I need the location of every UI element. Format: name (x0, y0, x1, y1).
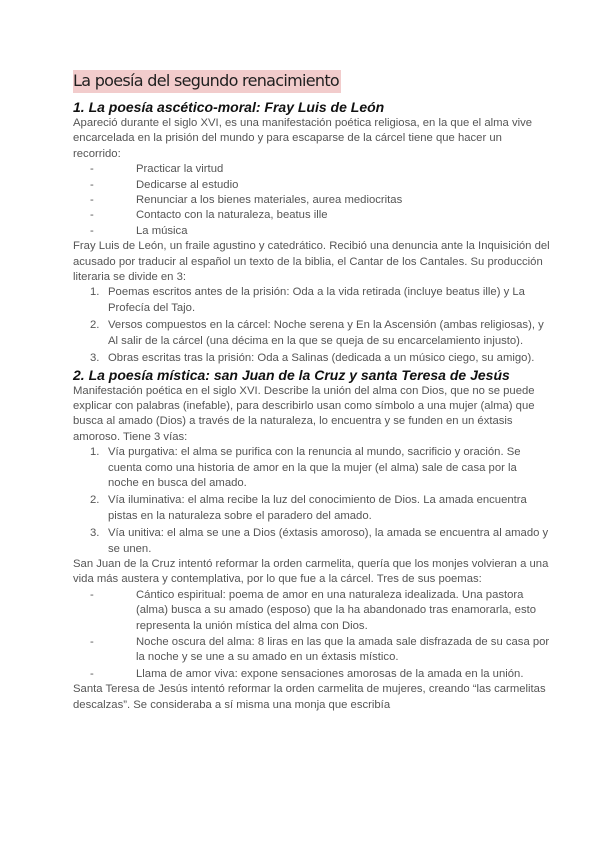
teresa-paragraph: Santa Teresa de Jesús intentó reformar la orden carmelita de mujeres, creando “las carmelitas descalzas”. Se consideraba a sí misma una monja que escribía (73, 683, 546, 711)
list-number: 3. (90, 352, 100, 365)
list-item: - La música (73, 224, 550, 239)
list-number: 3. (90, 527, 100, 540)
list-item (73, 351, 550, 366)
list-item: - Contacto con la naturaleza, beatus ille (73, 208, 550, 223)
list-item: - Noche oscura del alma: 8 liras en las que la amada sale disfrazada de su casa por la noche y se une a su amado en un éxtasis místico. (73, 635, 550, 666)
list-text: Obras escritas tras la prisión: Oda a Salinas (dedicada a un músico ciego, su amigo). (108, 352, 535, 365)
list-item: - Llama de amor viva: expone sensaciones amorosas de la amada en la unión. (73, 667, 550, 682)
list-text: Vía iluminativa: el alma recibe la luz del conocimiento de Dios. La amada encuentra pistas en la naturaleza sobre el paradero del amado. (108, 494, 527, 522)
ways-list (73, 445, 550, 557)
list-item (73, 318, 550, 349)
list-number: 2. (90, 319, 100, 332)
list-item: - Renunciar a los bienes materiales, aurea mediocritas (73, 193, 550, 208)
list-item: - Cántico espiritual: poema de amor en una naturaleza idealizada. Una pastora (alma) busca a su amado (esposo) que la ha abandonado tras enamorarla, esto representa la unión mística del alma con Dios. (73, 588, 550, 634)
list-number: 1. (90, 446, 100, 459)
list-text: Vía purgativa: el alma se purifica con la renuncia al mundo, sacrificio y oración. Se cuenta como una historia de amor en la que la mujer (el alma) sale de casa por la noche en busca del amado. (108, 446, 521, 489)
list-item: - Practicar la virtud (73, 162, 550, 177)
list-number: 1. (90, 286, 100, 299)
section-2-heading: 2. La poesía mística: san Juan de la Cruz y santa Teresa de Jesús (73, 366, 510, 383)
section-1-bio: Fray Luis de León, un fraile agustino y catedrático. Recibió una denuncia ante la Inquisición del acusado por traducir al español un texto de la biblia, el Cantar de los Cantales. Su producción literaria se divide en 3: (73, 240, 550, 284)
list-text: Poemas escritos antes de la prisión: Oda a la vida retirada (incluye beatus ille) y La Profecía del Tajo. (108, 286, 525, 314)
list-item (73, 526, 550, 557)
sanjuan-paragraph: San Juan de la Cruz intentó reformar la orden carmelita, quería que los monjes volvieran a una vida más austera y contemplativa, por lo que fue a la cárcel. Tres de sus poemas: (73, 557, 549, 586)
steps-list (73, 162, 550, 239)
section-2-intro: Manifestación poética en el siglo XVI. Describe la unión del alma con Dios, que no se puede explicar con palabras (inefable), para describirlo usan como símbolo a una mujer (alma) que busca al amado (Dios) a través de la naturaleza, lo encuentra y se funden en un éxtasis amoroso. Tiene 3 vías: (73, 384, 535, 443)
list-text: Vía unitiva: el alma se une a Dios (éxtasis amoroso), la amada se encuentra al amado y se unen. (108, 527, 549, 555)
list-item (73, 493, 550, 524)
stages-list (73, 285, 550, 366)
section-1-intro: Apareció durante el siglo XVI, es una manifestación poética religiosa, en la que el alma vive encarcelada en la prisión del mundo y para escaparse de la cárcel tiene que hacer un recorrido: (73, 117, 533, 160)
section-1-heading: 1. La poesía ascético-moral: Fray Luis de León (73, 99, 385, 115)
page-title: La poesía del segundo renacimiento (73, 70, 341, 93)
list-text: Versos compuestos en la cárcel: Noche serena y En la Ascensión (ambas religiosas), y Al salir de la cárcel (una décima en la que se queja de su encarcelamiento injusto). (108, 319, 544, 347)
list-item: - Dedicarse al estudio (73, 178, 550, 193)
poems-list (73, 588, 550, 682)
list-item (73, 445, 550, 491)
list-number: 2. (90, 494, 100, 507)
list-item (73, 285, 550, 316)
